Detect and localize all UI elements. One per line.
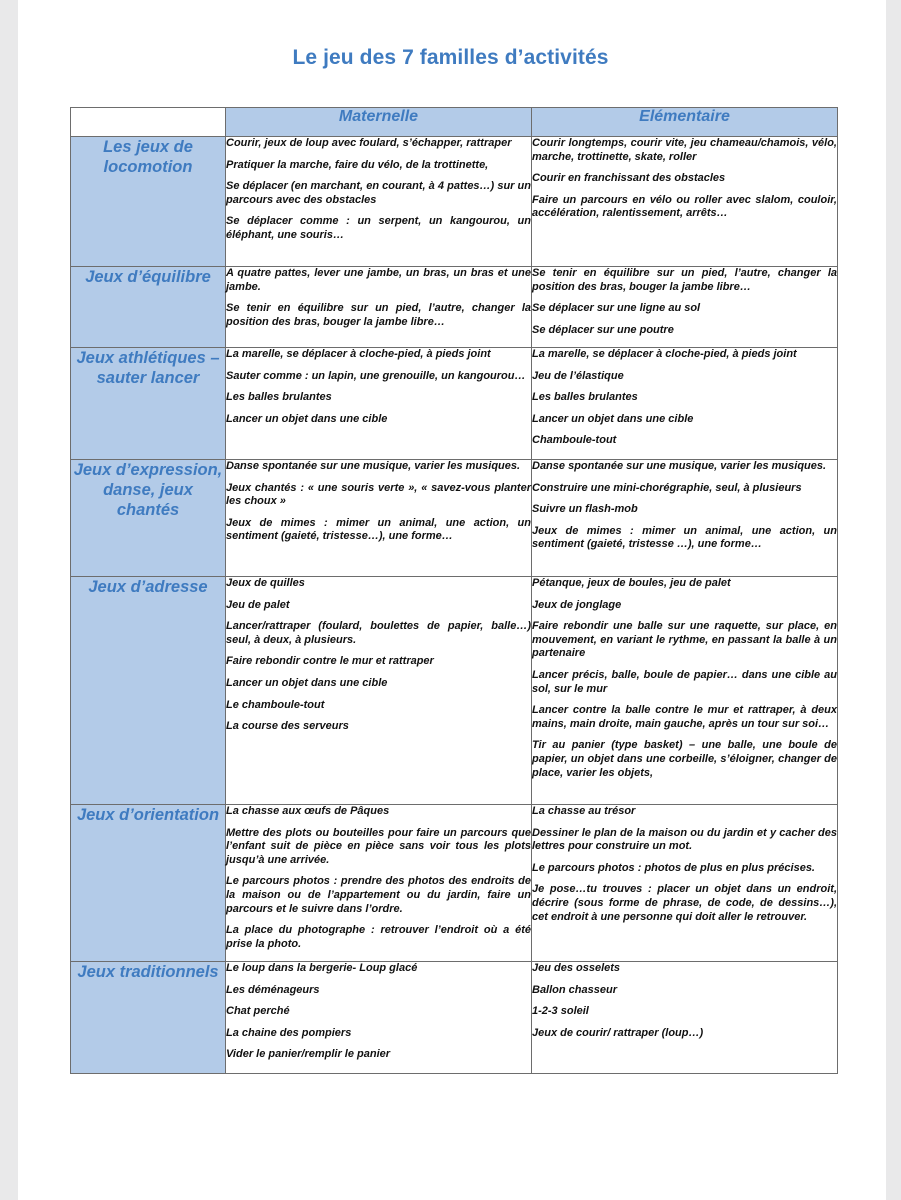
cell-maternelle (226, 805, 532, 962)
corner-cell (71, 108, 226, 137)
cell-elementaire (532, 805, 838, 962)
activity-item: Le parcours photos : photos de plus en plus précises. (532, 861, 815, 874)
activity-item: Le loup dans la bergerie- Loup glacé (226, 962, 418, 974)
activity-item: Dessiner le plan de la maison ou du jardin et y cacher des lettres pour construire un mot. (532, 826, 837, 853)
activity-item: Ballon chasseur (532, 983, 617, 996)
activity-item: La chasse aux œufs de Pâques (226, 805, 390, 817)
family-label: Les jeux de locomotion (71, 137, 226, 267)
family-label: Jeux traditionnels (71, 962, 226, 1074)
activity-item: Jeux de mimes : mimer un animal, une action, un sentiment (gaieté, tristesse …), une forme… (532, 524, 837, 551)
activity-item: Courir, jeux de loup avec foulard, s’échapper, rattraper (226, 137, 512, 149)
table-header-row (71, 108, 838, 137)
activity-item: Lancer/rattraper (foulard, boulettes de papier, balle…) seul, à deux, à plusieurs. (226, 620, 531, 646)
activity-item: Se déplacer comme : un serpent, un kangourou, un éléphant, une souris… (226, 215, 531, 241)
activity-item: Se tenir en équilibre sur un pied, l’autre, changer la position des bras, bouger la jambe libre… (532, 267, 837, 293)
family-label: Jeux d’expression, danse, jeux chantés (71, 460, 226, 577)
activity-item: La marelle, se déplacer à cloche-pied, à pieds joint (226, 348, 491, 360)
activity-item: Suivre un flash-mob (532, 503, 638, 516)
activity-item: Faire rebondir une balle sur une raquette, sur place, en mouvement, en variant le rythme, en passant la balle à un partenaire (532, 620, 837, 660)
cell-elementaire (532, 577, 838, 805)
column-header-elementaire: Elémentaire (532, 108, 838, 137)
activity-item: Pratiquer la marche, faire du vélo, de la trottinette, (226, 158, 489, 171)
activity-item: Les balles brulantes (226, 391, 332, 404)
column-header-maternelle: Maternelle (226, 108, 532, 137)
activity-item: Mettre des plots ou bouteilles pour faire un parcours que l’enfant suit de pièce en pièce sans voir tous les plots jusqu’à une arrivée. (226, 826, 531, 866)
activity-item: La chasse au trésor (532, 805, 636, 817)
table-row (71, 348, 838, 460)
activity-item: 1-2-3 soleil (532, 1005, 589, 1018)
cell-maternelle (226, 267, 532, 348)
table-row (71, 962, 838, 1074)
activity-item: Lancer un objet dans une cible (532, 412, 694, 425)
activity-item: Les déménageurs (226, 983, 320, 996)
activity-item: Jeux de courir/ rattraper (loup…) (532, 1026, 704, 1039)
activity-item: Le parcours photos : prendre des photos des endroits de la maison ou de l’appartement ou du jardin, faire un parcours et le suivre dans l’ordre. (226, 875, 531, 915)
cell-maternelle (226, 460, 532, 577)
cell-maternelle (226, 137, 532, 267)
activity-item: La marelle, se déplacer à cloche-pied, à pieds joint (532, 348, 797, 360)
activity-item: Jeux de quilles (226, 577, 305, 589)
activities-table (70, 107, 838, 1074)
activity-item: Jeu de l’élastique (532, 369, 624, 382)
cell-elementaire (532, 137, 838, 267)
activity-item: Jeux de mimes : mimer un animal, une action, un sentiment (gaieté, tristesse…), une forme… (226, 516, 531, 543)
table-row (71, 577, 838, 805)
table-row (71, 805, 838, 962)
family-label: Jeux d’équilibre (71, 267, 226, 348)
activity-item: Pétanque, jeux de boules, jeu de palet (532, 577, 731, 589)
table-row (71, 137, 838, 267)
activity-item: Lancer contre la balle contre le mur et rattraper, à deux mains, main droite, main gauche, après un tour sur soi… (532, 704, 837, 730)
activity-item: Construire une mini-chorégraphie, seul, à plusieurs (532, 481, 802, 494)
page-title: Le jeu des 7 familles d’activités (292, 46, 609, 69)
table-row (71, 267, 838, 348)
cell-maternelle (226, 962, 532, 1074)
activity-item: Faire un parcours en vélo ou roller avec slalom, couloir, accélération, ralentissement, arrêts… (532, 193, 837, 220)
activity-item: La place du photographe : retrouver l’endroit où a été prise la photo. (226, 924, 531, 950)
activity-item: Jeux chantés : « une souris verte », « savez-vous planter les choux » (226, 481, 531, 508)
table-row (71, 460, 838, 577)
activity-item: Courir en franchissant des obstacles (532, 172, 726, 185)
cell-maternelle (226, 348, 532, 460)
activity-item: Tir au panier (type basket) – une balle, une boule de papier, un objet dans une corbeille, s’éloigner, changer de place, varier les objets, (532, 739, 837, 779)
cell-elementaire (532, 348, 838, 460)
activity-item: Jeu des osselets (532, 962, 621, 974)
activity-item: Sauter comme : un lapin, une grenouille, un kangourou… (226, 369, 526, 382)
activity-item: La chaine des pompiers (226, 1026, 352, 1039)
cell-maternelle (226, 577, 532, 805)
activity-item: Faire rebondir contre le mur et rattraper (226, 655, 434, 668)
activity-item: Danse spontanée sur une musique, varier les musiques. (532, 460, 827, 472)
activity-item: Je pose…tu trouves : placer un objet dans un endroit, décrire (sous forme de phrase, de code, de dessins…), cet endroit à une personne qui doit aller le retrouver. (532, 883, 837, 923)
activity-item: La course des serveurs (226, 720, 349, 733)
activity-item: Les balles brulantes (532, 391, 638, 404)
cell-elementaire (532, 267, 838, 348)
cell-elementaire (532, 460, 838, 577)
activity-item: Danse spontanée sur une musique, varier les musiques. (226, 460, 521, 472)
family-label: Jeux athlétiques – sauter lancer (71, 348, 226, 460)
activity-item: Lancer un objet dans une cible (226, 676, 388, 689)
activity-item: Lancer un objet dans une cible (226, 412, 388, 425)
activity-item: Se déplacer sur une poutre (532, 323, 674, 336)
activity-item: Se déplacer (en marchant, en courant, à 4 pattes…) sur un parcours avec des obstacles (226, 180, 531, 206)
activity-item: Se tenir en équilibre sur un pied, l’autre, changer la position des bras, bouger la jambe libre… (226, 302, 531, 328)
activity-item: Chamboule-tout (532, 434, 617, 447)
activity-item: Jeux de jonglage (532, 598, 622, 611)
activity-item: Vider le panier/remplir le panier (226, 1048, 391, 1061)
activity-item: A quatre pattes, lever une jambe, un bras, un bras et une jambe. (226, 267, 531, 293)
cell-elementaire (532, 962, 838, 1074)
activity-item: Se déplacer sur une ligne au sol (532, 302, 701, 315)
activity-item: Jeu de palet (226, 598, 290, 611)
family-label: Jeux d’adresse (71, 577, 226, 805)
activity-item: Le chamboule-tout (226, 698, 325, 711)
activity-item: Lancer précis, balle, boule de papier… dans une cible au sol, sur le mur (532, 668, 837, 695)
activity-item: Chat perché (226, 1005, 290, 1018)
family-label: Jeux d’orientation (71, 805, 226, 962)
activity-item: Courir longtemps, courir vite, jeu chameau/chamois, vélo, marche, trottinette, skate, roller (532, 137, 837, 163)
